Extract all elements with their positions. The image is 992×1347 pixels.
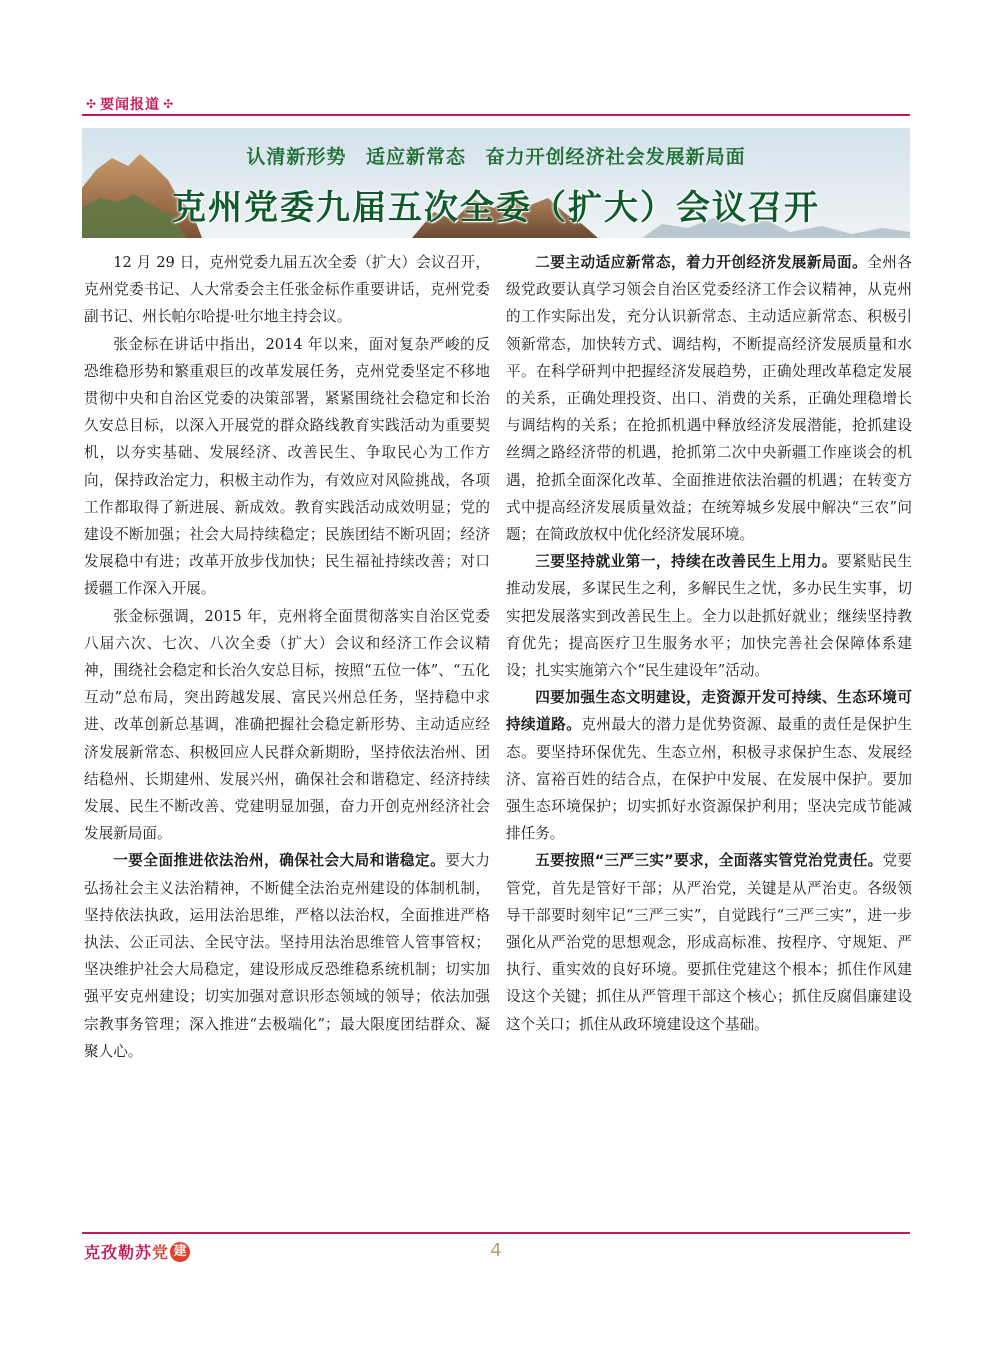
brand-dang: 党 [152,1243,170,1262]
paragraph [506,249,912,548]
point-lead: 五要按照“三严三实”要求，全面落实管党治党责任。 [535,852,883,870]
point-body: 党要管党，首先是管好干部；从严治党，关键是从严治吏。各级领导干部要时刻牢记“三严三实”，自觉践行“三严三实”，进一步强化从严治党的思想观念，形成高标准、按程序、守规矩、严执行、重实效的良好环境。要抓住党建这个根本；抓住作风建设这个关键；抓住从严管理干部这个核心；抓住反腐倡廉建设这个关口；抓住从政环境建设这个基础。 [506,852,912,1033]
paragraph: 张金标强调，2015 年，克州将全面贯彻落实自治区党委八届六次、七次、八次全委（扩大）会议和经济工作会议精神，围绕社会稳定和长治久安总目标，按照“五位一体”、“五化互动”总布局，突出跨越发展、富民兴州总任务，坚持稳中求进、改革创新总基调，准确把握社会稳定新形势、主动适应经济发展新常态、积极回应人民群众新期盼，坚持依法治州、团结稳州、长期建州、发展兴州，确保社会和谐稳定、经济持续发展、民生不断改善、党建明显加强，奋力开创克州经济社会发展新局面。 [84,607,490,843]
paragraph [506,548,912,684]
brand-jian: 建 [170,1242,190,1262]
point-lead: 一要全面推进依法治州，确保社会大局和谐稳定。 [113,852,446,870]
ornament-icon: ✣ [86,97,98,111]
banner-title: 克州党委九届五次全委（扩大）会议召开 [172,188,820,228]
publication-logo [84,1240,190,1263]
paragraph [506,847,912,1037]
brand-name: 克孜勒苏 [84,1243,153,1262]
left-column [84,249,490,1065]
paragraph [506,684,912,847]
section-label [86,94,174,114]
paragraph [84,847,490,1065]
point-body: 克州最大的潜力是优势资源、最重的责任是保护生态。要坚持环保优先、生态立州，积极寻求保护生态、发展经济、富裕百姓的结合点，在保护中发展、在发展中保护。要加强生态环境保护；切实抓好水资源保护利用；坚决完成节能减排任务。 [506,716,912,843]
headline-banner [82,128,910,238]
point-lead: 四要加强生态文明建设，走资源开发可持续、生态环境可持续道路。 [506,689,912,734]
point-lead: 二要主动适应新常态，着力开创经济发展新局面。 [535,254,868,271]
bottom-divider [82,1232,910,1234]
banner-subtitle: 认清新形势 适应新常态 奋力开创经济社会发展新局面 [246,146,746,168]
right-column [506,249,912,1038]
point-lead: 三要坚持就业第一，持续在改善民生上用力。 [535,553,838,571]
point-body: 要大力弘扬社会主义法治精神，不断健全法治克州建设的体制机制，坚持依法执政，运用法治思维，严格以法治权，全面推进严格执法、公正司法、全民守法。坚持用法治思维管人管事管权；坚决维护社会大局稳定，建设形成反恐维稳系统机制；切实加强平安克州建设；切实加强对意识形态领域的领导；依法加强宗教事务管理；深入推进“去极端化”；最大限度团结群众、凝聚人心。 [84,852,490,1060]
ornament-icon: ✣ [163,97,175,111]
page-number: 4 [490,1240,502,1261]
paragraph: 张金标在讲话中指出，2014 年以来，面对复杂严峻的反恐维稳形势和繁重艰巨的改革发展任务，克州党委坚定不移地贯彻中央和自治区党委的决策部署，紧紧围绕社会稳定和长治久安总目标，以深入开展党的群众路线教育实践活动为重要契机，以夯实基础、发展经济、改善民生、争取民心为工作方向，保持政治定力，积极主动作为，有效应对风险挑战，各项工作都取得了新进展、新成效。教育实践活动成效明显；党的建设不断加强；社会大局持续稳定；民族团结不断巩固；经济发展稳中有进；改革开放步伐加快；民生福祉持续改善；对口援疆工作深入开展。 [84,335,490,598]
point-body: 要紧贴民生推动发展，多谋民生之利，多解民生之忧，多办民生实事，切实把发展落实到改善民生上。全力以赴抓好就业；继续坚持教育优先；提高医疗卫生服务水平；加快完善社会保障体系建设；扎实实施第六个“民生建设年”活动。 [506,553,912,680]
point-body: 全州各级党政要认真学习领会自治区党委经济工作会议精神，从克州的工作实际出发，充分认识新常态、主动适应新常态、积极引领新常态，加快转方式、调结构，不断提高经济发展质量和水平。在科学研判中把握经济发展趋势，正确处理改革稳定发展的关系，正确处理投资、出口、消费的关系，正确处理稳增长与调结构的关系；在抢抓机遇中释放经济发展潜能，抢抓建设丝绸之路经济带的机遇，抢抓第二次中央新疆工作座谈会的机遇，抢抓全面深化改革、全面推进依法治疆的机遇；在转变方式中提高经济发展质量效益；在统筹城乡发展中解决“三农”问题；在简政放权中优化经济发展环境。 [506,254,912,544]
section-label-text: 要闻报道 [100,97,161,113]
top-divider [82,114,910,116]
paragraph: 12 月 29 日，克州党委九届五次全委（扩大）会议召开，克州党委书记、人大常委会主任张金标作重要讲话，克州党委副书记、州长帕尔哈提·吐尔地主持会议。 [84,254,490,326]
